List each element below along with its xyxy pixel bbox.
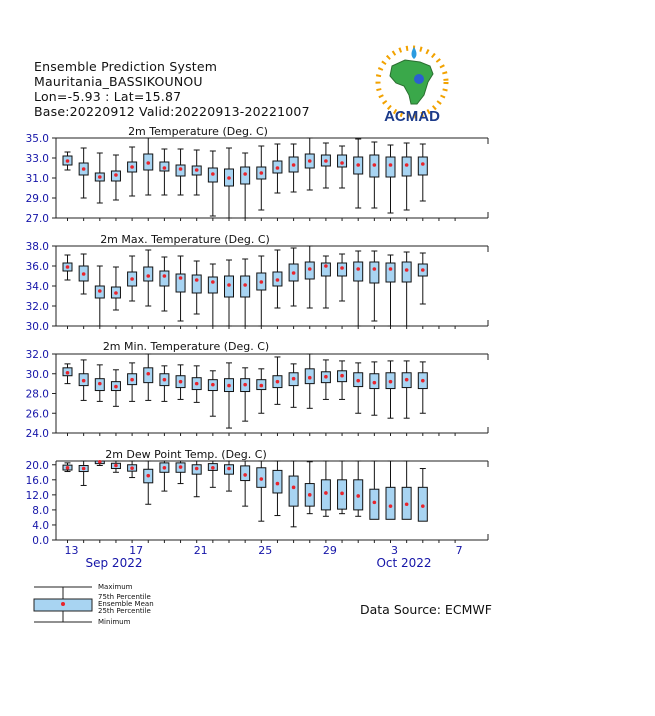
box-day-10	[225, 260, 234, 326]
panel-title-dew-point: 2m Dew Point Temp. (Deg. C)	[105, 448, 267, 461]
mean-point	[146, 274, 150, 278]
y-tick-label: 38.0	[25, 241, 49, 253]
box-day-4	[128, 363, 137, 402]
mean-point	[227, 467, 231, 471]
header-base-valid: Base:20220912 Valid:20220913-20221007	[34, 104, 310, 119]
mean-point	[66, 159, 70, 163]
iqr-box	[208, 277, 217, 293]
mean-point	[130, 165, 134, 169]
box-day-22	[418, 144, 427, 201]
mean-point	[260, 171, 264, 175]
box-day-12	[257, 369, 266, 413]
box-day-16	[321, 360, 330, 400]
box-day-13	[273, 461, 282, 516]
y-tick-label: 33.0	[25, 153, 49, 165]
legend-75th-percentile: 75th Percentile	[98, 593, 151, 601]
mean-point	[114, 291, 118, 295]
box-day-5	[144, 461, 153, 504]
legend-25th-percentile: 25th Percentile	[98, 607, 151, 615]
mean-point	[82, 379, 86, 383]
box-day-14	[289, 144, 298, 192]
box-day-5	[144, 138, 153, 195]
y-tick-label: 20.0	[25, 459, 49, 472]
mean-point	[356, 379, 360, 383]
box-day-2	[95, 365, 104, 402]
mean-point	[179, 380, 183, 384]
box-day-7	[176, 256, 185, 321]
mean-point	[98, 289, 102, 293]
box-day-5	[144, 354, 153, 400]
box-day-21	[402, 252, 411, 326]
box-day-6	[160, 366, 169, 402]
box-day-13	[273, 357, 282, 404]
y-tick-label: 0.0	[32, 535, 49, 547]
box-day-6	[160, 149, 169, 195]
box-day-1	[79, 254, 88, 294]
acmad-logo	[378, 47, 446, 125]
box-day-6	[160, 461, 169, 491]
box-day-4	[128, 256, 137, 301]
box-day-6	[160, 257, 169, 311]
mean-point	[340, 161, 344, 165]
box-day-15	[305, 462, 314, 514]
mean-point	[421, 379, 425, 383]
mean-point	[405, 163, 409, 167]
legend-maximum: Maximum	[98, 583, 133, 591]
box-day-3	[111, 461, 120, 472]
mean-point	[276, 278, 280, 282]
mean-point	[405, 268, 409, 272]
box-day-8	[192, 461, 201, 497]
box-day-17	[338, 361, 347, 400]
mean-point	[211, 466, 215, 470]
header-station: Mauritania_BASSIKOUNOU	[34, 74, 203, 89]
mean-point	[227, 384, 231, 388]
x-day-label: 25	[258, 544, 273, 557]
box-day-7	[176, 461, 185, 484]
box-day-7	[176, 149, 185, 195]
box-day-17	[338, 254, 347, 301]
mean-point	[324, 491, 328, 495]
y-tick-label: 31.0	[25, 173, 49, 185]
box-day-4	[128, 461, 137, 478]
box-day-17	[338, 146, 347, 188]
box-day-19	[370, 362, 379, 415]
box-day-19	[370, 461, 379, 519]
panel-title-max-temperature: 2m Max. Temperature (Deg. C)	[100, 233, 270, 246]
mean-point	[243, 383, 247, 387]
box-day-1	[79, 461, 88, 485]
box-day-2	[95, 266, 104, 326]
box-day-18	[354, 363, 363, 413]
box-day-15	[305, 354, 314, 408]
mean-point	[373, 381, 377, 385]
mean-point	[276, 482, 280, 486]
mean-point	[114, 173, 118, 177]
mean-point	[324, 375, 328, 379]
box-day-14	[289, 248, 298, 306]
mean-point	[195, 382, 199, 386]
y-tick-label: 8.0	[32, 504, 49, 517]
mean-point	[146, 372, 150, 376]
y-tick-label: 29.0	[25, 193, 49, 205]
legend	[34, 583, 154, 626]
mean-point	[340, 374, 344, 378]
box-day-21	[402, 461, 411, 519]
mean-point	[243, 473, 247, 477]
iqr-box	[418, 487, 427, 521]
box-day-8	[192, 150, 201, 195]
mean-point	[308, 493, 312, 497]
mean-point	[276, 166, 280, 170]
x-day-label: 21	[193, 544, 208, 557]
x-axis-layer	[65, 544, 463, 570]
mean-point	[98, 382, 102, 386]
mean-point	[211, 383, 215, 387]
y-tick-label: 26.0	[25, 408, 49, 421]
box-day-15	[305, 246, 314, 308]
mean-point	[373, 501, 377, 505]
mean-point	[405, 502, 409, 506]
x-day-label: 17	[129, 544, 144, 557]
box-day-9	[208, 264, 217, 326]
iqr-box	[160, 271, 169, 286]
panel-1	[26, 241, 488, 333]
box-day-5	[144, 250, 153, 306]
box-day-21	[402, 361, 411, 418]
x-month-label: Sep 2022	[85, 556, 143, 570]
mean-point	[405, 378, 409, 382]
mean-point	[195, 278, 199, 282]
mean-point	[114, 385, 118, 389]
box-day-13	[273, 250, 282, 308]
box-day-10	[225, 461, 234, 491]
mean-point	[227, 176, 231, 180]
box-day-9	[208, 151, 217, 216]
mean-point	[292, 486, 296, 490]
mean-point	[163, 378, 167, 382]
mean-point	[243, 172, 247, 176]
mean-point	[195, 467, 199, 471]
mean-point	[66, 265, 70, 269]
box-day-1	[79, 360, 88, 400]
box-day-22	[418, 469, 427, 522]
y-tick-label: 32.0	[25, 349, 49, 361]
box-day-12	[257, 461, 266, 521]
box-day-18	[354, 251, 363, 326]
iqr-box	[338, 155, 347, 167]
mean-point	[130, 277, 134, 281]
box-day-9	[208, 461, 217, 487]
legend-minimum: Minimum	[98, 618, 131, 626]
y-tick-label: 30.0	[25, 321, 49, 333]
mean-point	[389, 163, 393, 167]
box-day-10	[225, 148, 234, 218]
panel-0	[26, 133, 488, 225]
box-day-16	[321, 461, 330, 516]
mean-point	[308, 159, 312, 163]
box-day-8	[192, 261, 201, 314]
box-day-18	[354, 461, 363, 516]
box-day-0	[63, 255, 72, 280]
mean-point	[130, 378, 134, 382]
panel-2	[26, 349, 488, 440]
iqr-box	[144, 267, 153, 281]
mean-point	[179, 465, 183, 469]
box-day-2	[95, 460, 104, 466]
iqr-box	[386, 487, 395, 519]
mean-point	[373, 163, 377, 167]
iqr-box	[370, 489, 379, 519]
box-day-19	[370, 251, 379, 321]
acmad-logo-text: ACMAD	[384, 108, 440, 125]
box-day-22	[418, 253, 427, 304]
mean-point	[211, 172, 215, 176]
mean-point	[227, 283, 231, 287]
box-day-3	[111, 370, 120, 407]
box-day-12	[257, 256, 266, 326]
box-day-16	[321, 256, 330, 308]
box-day-19	[370, 142, 379, 208]
iqr-box	[321, 480, 330, 510]
mean-point	[340, 492, 344, 496]
iqr-box	[418, 157, 427, 175]
mean-point	[243, 283, 247, 287]
mean-point	[179, 276, 183, 280]
mean-point	[356, 494, 360, 498]
mean-point	[356, 267, 360, 271]
box-day-0	[63, 463, 72, 472]
box-day-14	[289, 364, 298, 407]
box-day-20	[386, 255, 395, 326]
box-day-11	[241, 153, 250, 218]
box-day-4	[128, 147, 137, 196]
y-tick-label: 12.0	[25, 489, 49, 502]
mean-point	[66, 371, 70, 375]
mean-point	[308, 267, 312, 271]
iqr-box	[386, 157, 395, 177]
mean-point	[82, 467, 86, 471]
iqr-box	[402, 262, 411, 282]
mean-point	[389, 380, 393, 384]
mean-point	[340, 266, 344, 270]
mean-point	[260, 280, 264, 284]
box-day-3	[111, 267, 120, 310]
x-day-label: 13	[64, 544, 79, 557]
x-day-label: 7	[455, 544, 463, 557]
box-day-13	[273, 144, 282, 193]
box-day-7	[176, 365, 185, 400]
y-tick-label: 28.0	[25, 388, 49, 401]
mean-point	[324, 159, 328, 163]
mean-point	[130, 466, 134, 470]
iqr-box	[354, 262, 363, 281]
y-tick-label: 27.0	[25, 213, 49, 225]
box-day-0	[63, 364, 72, 384]
iqr-box	[273, 470, 282, 493]
box-day-9	[208, 371, 217, 416]
y-tick-label: 36.0	[25, 261, 49, 273]
mean-point	[211, 280, 215, 284]
box-day-14	[289, 461, 298, 527]
mean-point	[163, 274, 167, 278]
y-tick-label: 32.0	[25, 301, 49, 313]
mean-point	[373, 267, 377, 271]
panel-title-temperature: 2m Temperature (Deg. C)	[128, 125, 268, 138]
box-day-21	[402, 143, 411, 210]
iqr-box	[289, 476, 298, 506]
mean-point	[389, 267, 393, 271]
mean-point	[292, 163, 296, 167]
mean-point	[421, 504, 425, 508]
mean-point	[82, 167, 86, 171]
box-day-17	[338, 461, 347, 514]
x-day-label: 29	[322, 544, 337, 557]
x-day-label: 3	[391, 544, 398, 557]
box-day-1	[79, 148, 88, 198]
box-day-22	[418, 362, 427, 413]
mean-point	[114, 464, 118, 468]
panel-title-min-temperature: 2m Min. Temperature (Deg. C)	[102, 340, 270, 353]
header-line-1: Ensemble Prediction System	[34, 59, 218, 74]
y-tick-label: 24.0	[25, 428, 49, 440]
mean-point	[195, 168, 199, 172]
mean-point	[276, 380, 280, 384]
mean-point	[179, 167, 183, 171]
y-tick-label: 30.0	[25, 368, 49, 381]
legend-ensemble-mean: Ensemble Mean	[98, 600, 154, 608]
mean-point	[163, 166, 167, 170]
mean-point	[324, 264, 328, 268]
box-day-11	[241, 259, 250, 326]
mean-point	[163, 466, 167, 470]
y-tick-label: 4.0	[32, 519, 49, 532]
box-day-15	[305, 138, 314, 190]
box-day-11	[241, 368, 250, 421]
mean-point	[292, 271, 296, 275]
mean-point	[98, 175, 102, 179]
box-day-0	[63, 152, 72, 170]
mean-point	[356, 163, 360, 167]
header-coordinates: Lon=-5.93 : Lat=15.87	[34, 89, 182, 104]
x-month-label: Oct 2022	[376, 556, 432, 570]
y-tick-label: 34.0	[25, 281, 49, 293]
iqr-box	[370, 262, 379, 283]
mean-point	[421, 268, 425, 272]
box-day-12	[257, 146, 266, 210]
box-day-10	[225, 363, 234, 428]
box-day-3	[111, 155, 120, 200]
mean-point	[260, 477, 264, 481]
mean-point	[82, 272, 86, 276]
panel-3	[26, 460, 488, 547]
box-day-20	[386, 361, 395, 418]
mean-point	[292, 377, 296, 381]
box-day-16	[321, 143, 330, 188]
mean-point	[308, 376, 312, 380]
box-day-20	[386, 145, 395, 213]
data-source-label: Data Source: ECMWF	[360, 602, 492, 617]
box-day-20	[386, 461, 395, 519]
mean-point	[146, 161, 150, 165]
mean-point	[389, 504, 393, 508]
y-tick-label: 35.0	[25, 133, 49, 145]
y-tick-label: 16.0	[25, 474, 49, 487]
box-day-18	[354, 139, 363, 208]
iqr-box	[192, 275, 201, 293]
box-day-11	[241, 461, 250, 506]
mean-point	[146, 474, 150, 478]
mean-point	[66, 466, 70, 470]
iqr-box	[386, 263, 395, 282]
mean-point	[421, 162, 425, 166]
box-day-8	[192, 366, 201, 403]
mean-point	[98, 460, 102, 464]
mean-point	[260, 384, 264, 388]
box-day-2	[95, 153, 104, 203]
